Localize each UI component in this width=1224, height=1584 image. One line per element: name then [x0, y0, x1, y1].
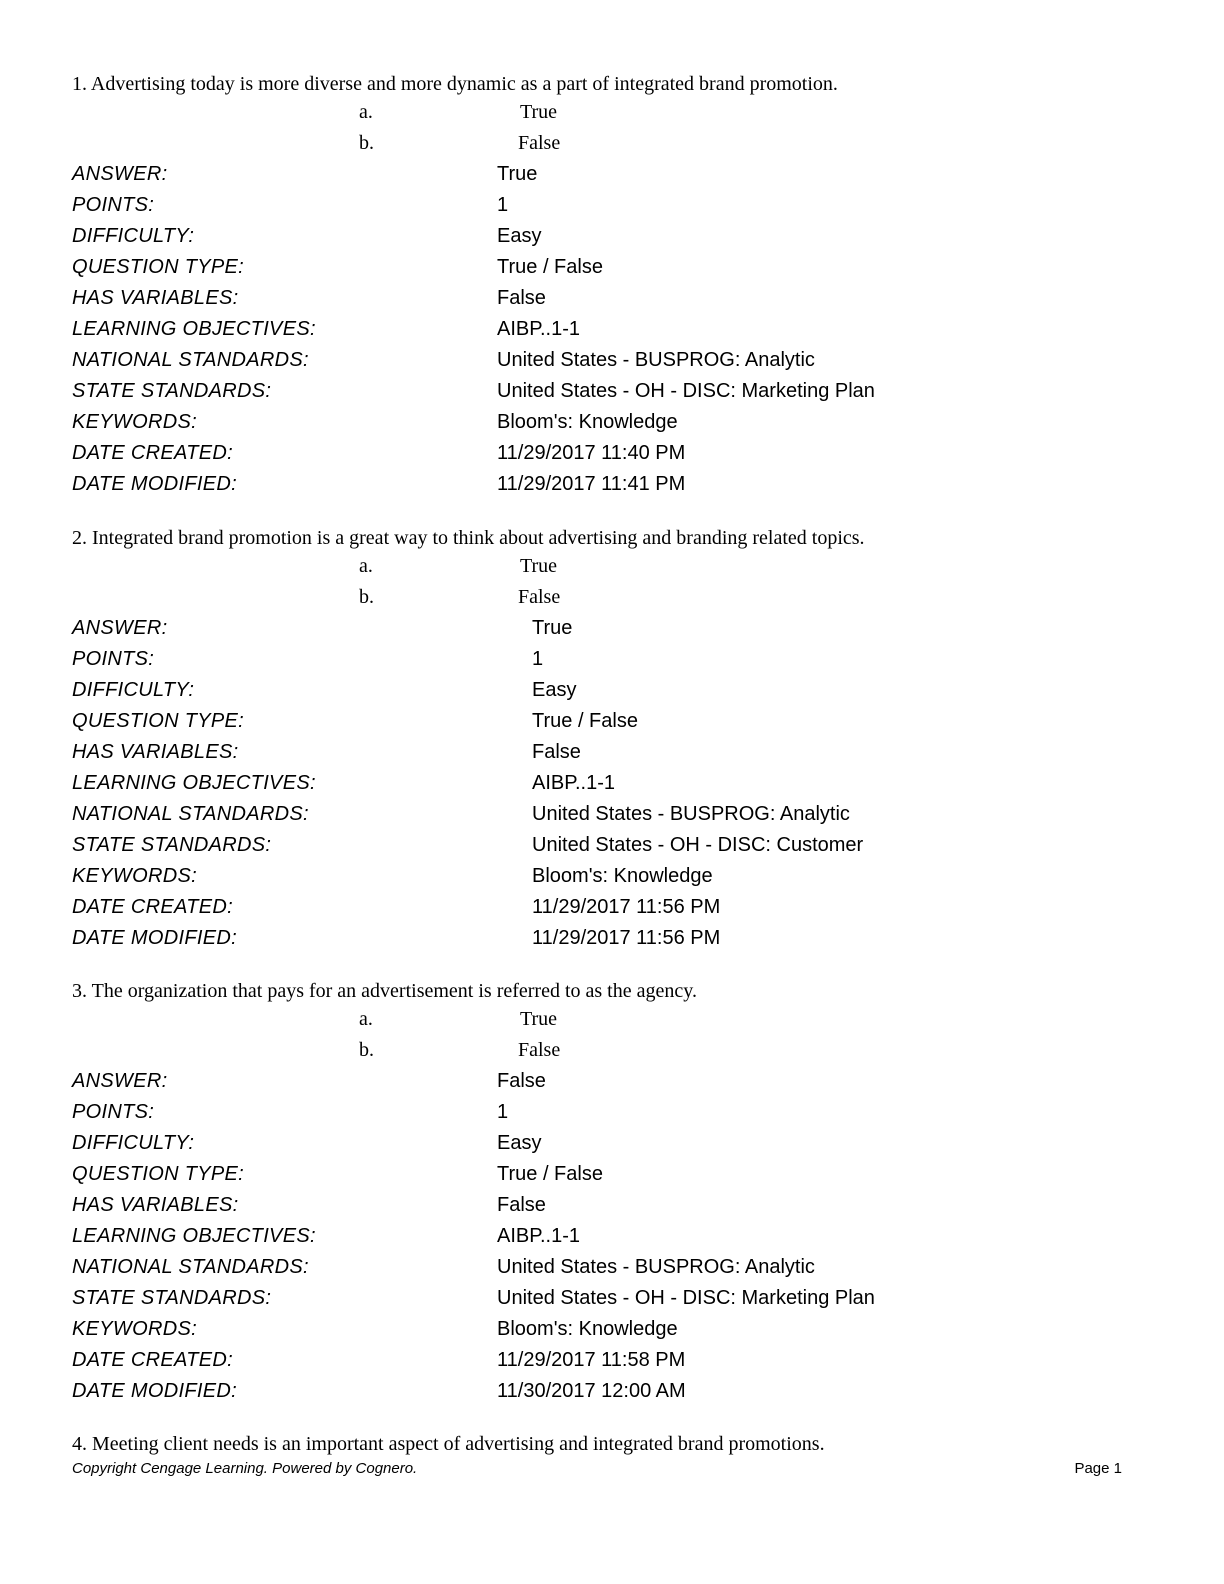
meta-value: 11/29/2017 11:56 PM: [532, 896, 721, 918]
meta-answer: [72, 612, 1152, 643]
meta-value: False: [497, 1194, 546, 1216]
meta-date-modified: [72, 922, 1152, 953]
meta-label: DIFFICULTY:: [72, 679, 195, 701]
meta-national-standards: [72, 798, 1152, 829]
meta-value: True / False: [497, 256, 603, 278]
question-stem: 3. The organization that pays for an advertisement is referred to as the agency.: [72, 980, 697, 1002]
meta-date-modified: [72, 1375, 1152, 1406]
meta-label: DATE CREATED:: [72, 1349, 233, 1371]
choice-text: True: [520, 1008, 558, 1030]
meta-difficulty: [72, 1127, 1152, 1158]
meta-value: Easy: [532, 679, 577, 701]
meta-date-modified: [72, 468, 1152, 499]
meta-label: DATE CREATED:: [72, 442, 233, 464]
meta-label: DATE CREATED:: [72, 896, 233, 918]
choice-a: [72, 1003, 1152, 1034]
meta-date-created: [72, 437, 1152, 468]
meta-value: Easy: [497, 225, 542, 247]
meta-value: Easy: [497, 1132, 542, 1154]
meta-value: True: [497, 163, 538, 185]
choice-b: [72, 581, 1152, 612]
meta-label: POINTS:: [72, 1101, 155, 1123]
meta-points: [72, 1096, 1152, 1127]
choice-letter: b.: [359, 586, 374, 608]
meta-state-standards: [72, 829, 1152, 860]
meta-value: 1: [532, 648, 544, 670]
meta-difficulty: [72, 674, 1152, 705]
choice-b: [72, 127, 1152, 158]
meta-value: United States - BUSPROG: Analytic: [497, 1256, 815, 1278]
meta-label: QUESTION TYPE:: [72, 256, 245, 278]
meta-label: POINTS:: [72, 194, 155, 216]
meta-label: LEARNING OBJECTIVES:: [72, 772, 316, 794]
question-stem: 4. Meeting client needs is an important aspect of advertising and integrated brand promotions.: [72, 1433, 825, 1455]
meta-label: STATE STANDARDS:: [72, 834, 272, 856]
meta-label: KEYWORDS:: [72, 1318, 197, 1340]
question-1: [72, 72, 1152, 499]
meta-national-standards: [72, 1251, 1152, 1282]
meta-label: DIFFICULTY:: [72, 1132, 195, 1154]
meta-value: Bloom's: Knowledge: [497, 411, 678, 433]
meta-label: LEARNING OBJECTIVES:: [72, 318, 316, 340]
meta-value: 1: [497, 1101, 509, 1123]
meta-label: POINTS:: [72, 648, 155, 670]
meta-learning-objectives: [72, 1220, 1152, 1251]
meta-national-standards: [72, 344, 1152, 375]
meta-label: ANSWER:: [72, 1070, 168, 1092]
page-number: Page 1: [1074, 1460, 1122, 1477]
meta-value: False: [497, 287, 546, 309]
meta-label: DIFFICULTY:: [72, 225, 195, 247]
meta-has-variables: [72, 1189, 1152, 1220]
meta-value: AIBP..1-1: [532, 772, 616, 794]
meta-difficulty: [72, 220, 1152, 251]
meta-value: Bloom's: Knowledge: [497, 1318, 678, 1340]
meta-label: NATIONAL STANDARDS:: [72, 803, 309, 825]
meta-value: United States - OH - DISC: Marketing Plan: [497, 1287, 875, 1309]
choice-letter: a.: [359, 1008, 373, 1030]
meta-label: DATE MODIFIED:: [72, 473, 237, 495]
meta-label: DATE MODIFIED:: [72, 1380, 237, 1402]
choice-text: True: [520, 555, 558, 577]
meta-label: HAS VARIABLES:: [72, 1194, 239, 1216]
meta-date-created: [72, 891, 1152, 922]
meta-learning-objectives: [72, 767, 1152, 798]
meta-value: True: [532, 617, 573, 639]
meta-value: 11/29/2017 11:56 PM: [532, 927, 721, 949]
copyright-text: Copyright Cengage Learning. Powered by Cognero.: [72, 1460, 418, 1477]
meta-label: NATIONAL STANDARDS:: [72, 349, 309, 371]
choice-b: [72, 1034, 1152, 1065]
meta-label: LEARNING OBJECTIVES:: [72, 1225, 316, 1247]
meta-label: STATE STANDARDS:: [72, 380, 272, 402]
meta-points: [72, 643, 1152, 674]
choice-a: [72, 96, 1152, 127]
meta-has-variables: [72, 736, 1152, 767]
meta-value: AIBP..1-1: [497, 318, 581, 340]
choice-a: [72, 550, 1152, 581]
meta-state-standards: [72, 1282, 1152, 1313]
meta-question-type: [72, 1158, 1152, 1189]
meta-keywords: [72, 406, 1152, 437]
meta-value: False: [497, 1070, 546, 1092]
meta-value: 1: [497, 194, 509, 216]
meta-label: HAS VARIABLES:: [72, 741, 239, 763]
choice-letter: b.: [359, 1039, 374, 1061]
meta-value: United States - OH - DISC: Customer: [532, 834, 864, 856]
meta-keywords: [72, 860, 1152, 891]
meta-value: United States - OH - DISC: Marketing Plan: [497, 380, 875, 402]
choice-text: False: [518, 1039, 561, 1061]
meta-learning-objectives: [72, 313, 1152, 344]
meta-points: [72, 189, 1152, 220]
meta-value: Bloom's: Knowledge: [532, 865, 713, 887]
meta-label: QUESTION TYPE:: [72, 1163, 245, 1185]
meta-value: 11/29/2017 11:40 PM: [497, 442, 686, 464]
meta-value: AIBP..1-1: [497, 1225, 581, 1247]
meta-state-standards: [72, 375, 1152, 406]
meta-label: KEYWORDS:: [72, 411, 197, 433]
question-2: [72, 526, 1152, 953]
meta-value: United States - BUSPROG: Analytic: [497, 349, 815, 371]
choice-text: True: [520, 101, 558, 123]
meta-label: HAS VARIABLES:: [72, 287, 239, 309]
choice-text: False: [518, 132, 561, 154]
meta-date-created: [72, 1344, 1152, 1375]
meta-label: DATE MODIFIED:: [72, 927, 237, 949]
meta-label: ANSWER:: [72, 163, 168, 185]
meta-has-variables: [72, 282, 1152, 313]
question-3: [72, 979, 1152, 1406]
question-4: [72, 1432, 1152, 1456]
choice-letter: b.: [359, 132, 374, 154]
question-stem: 2. Integrated brand promotion is a great way to think about advertising and branding related topics.: [72, 527, 865, 549]
meta-value: 11/30/2017 12:00 AM: [497, 1380, 686, 1402]
meta-question-type: [72, 705, 1152, 736]
choice-letter: a.: [359, 101, 373, 123]
meta-label: KEYWORDS:: [72, 865, 197, 887]
meta-label: ANSWER:: [72, 617, 168, 639]
meta-label: STATE STANDARDS:: [72, 1287, 272, 1309]
choice-letter: a.: [359, 555, 373, 577]
meta-value: True / False: [497, 1163, 603, 1185]
meta-keywords: [72, 1313, 1152, 1344]
meta-question-type: [72, 251, 1152, 282]
meta-value: False: [532, 741, 581, 763]
meta-value: True / False: [532, 710, 638, 732]
meta-value: United States - BUSPROG: Analytic: [532, 803, 850, 825]
question-stem: 1. Advertising today is more diverse and more dynamic as a part of integrated brand promotion.: [72, 73, 838, 95]
meta-label: NATIONAL STANDARDS:: [72, 1256, 309, 1278]
choice-text: False: [518, 586, 561, 608]
meta-value: 11/29/2017 11:41 PM: [497, 473, 686, 495]
meta-label: QUESTION TYPE:: [72, 710, 245, 732]
meta-answer: [72, 158, 1152, 189]
meta-value: 11/29/2017 11:58 PM: [497, 1349, 686, 1371]
meta-answer: [72, 1065, 1152, 1096]
